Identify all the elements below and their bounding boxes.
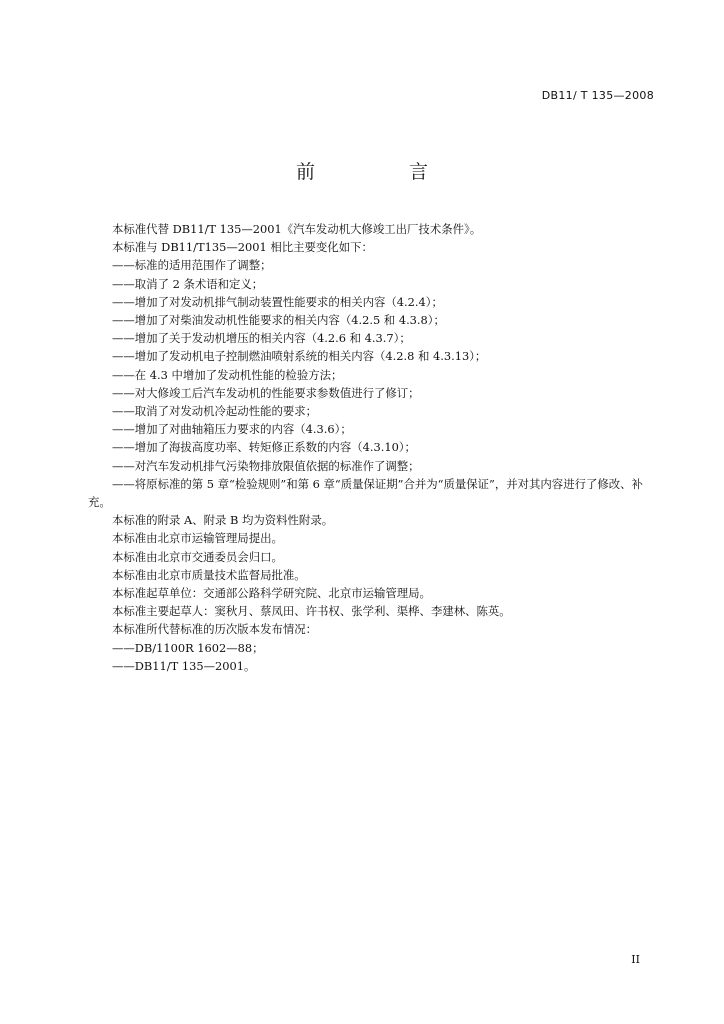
paragraph-changes-intro: 本标准与 DB11/T135—2001 相比主要变化如下： <box>112 240 373 255</box>
list-item: ——在 4.3 中增加了发动机性能的检验方法； <box>112 367 343 382</box>
page-number: II <box>631 953 640 966</box>
foreword-body <box>88 220 663 675</box>
list-item: ——增加了发动机电子控制燃油喷射系统的相关内容（4.2.8 和 4.3.13）； <box>112 349 487 364</box>
list-item: ——增加了关于发动机增压的相关内容（4.2.6 和 4.3.7）； <box>112 331 411 346</box>
list-item: ——对大修竣工后汽车发动机的性能要求参数值进行了修订； <box>112 385 420 400</box>
paragraph-history-intro: 本标准所代替标准的历次版本发布情况： <box>112 622 318 637</box>
list-item: ——对汽车发动机排气污染物排放限值依据的标准作了调整； <box>112 458 420 473</box>
list-item: ——取消了对发动机冷起动性能的要求； <box>112 404 318 419</box>
paragraph-drafters: 本标准主要起草人：窦秋月、蔡凤田、许书权、张学利、渠桦、李建林、陈英。 <box>112 604 511 619</box>
paragraph-approved-by: 本标准由北京市质量技术监督局批准。 <box>112 567 306 582</box>
page-title: 前 言 <box>295 161 473 183</box>
list-item: ——DB/1100R 1602—88； <box>112 640 264 655</box>
paragraph-proposed-by: 本标准由北京市运输管理局提出。 <box>112 531 283 546</box>
standard-code: DB11/ T 135—2008 <box>541 89 654 102</box>
list-item: ——增加了对曲轴箱压力要求的内容（4.3.6）； <box>112 422 352 437</box>
list-item: ——取消了 2 条术语和定义； <box>112 276 264 291</box>
list-item: ——DB11/T 135—2001。 <box>112 658 256 673</box>
paragraph-annexes: 本标准的附录 A、附录 B 均为资料性附录。 <box>112 513 334 528</box>
list-item: ——将原标准的第 5 章“检验规则”和第 6 章“质量保证期”合并为“质量保证”，并对其内容进行了修改、补充。 <box>88 476 643 510</box>
paragraph-replaces: 本标准代替 DB11/T 135—2001《汽车发动机大修竣工出厂技术条件》。 <box>112 222 482 236</box>
paragraph-drafting-units: 本标准起草单位：交通部公路科学研究院、北京市运输管理局。 <box>112 586 431 601</box>
list-item: ——增加了海拔高度功率、转矩修正系数的内容（4.3.10）； <box>112 440 416 455</box>
list-item: ——增加了对发动机排气制动装置性能要求的相关内容（4.2.4）； <box>112 294 443 309</box>
list-item: ——增加了对柴油发动机性能要求的相关内容（4.2.5 和 4.3.8）； <box>112 313 445 328</box>
list-item: ——标准的适用范围作了调整； <box>112 258 272 273</box>
paragraph-centralized-by: 本标准由北京市交通委员会归口。 <box>112 549 283 564</box>
